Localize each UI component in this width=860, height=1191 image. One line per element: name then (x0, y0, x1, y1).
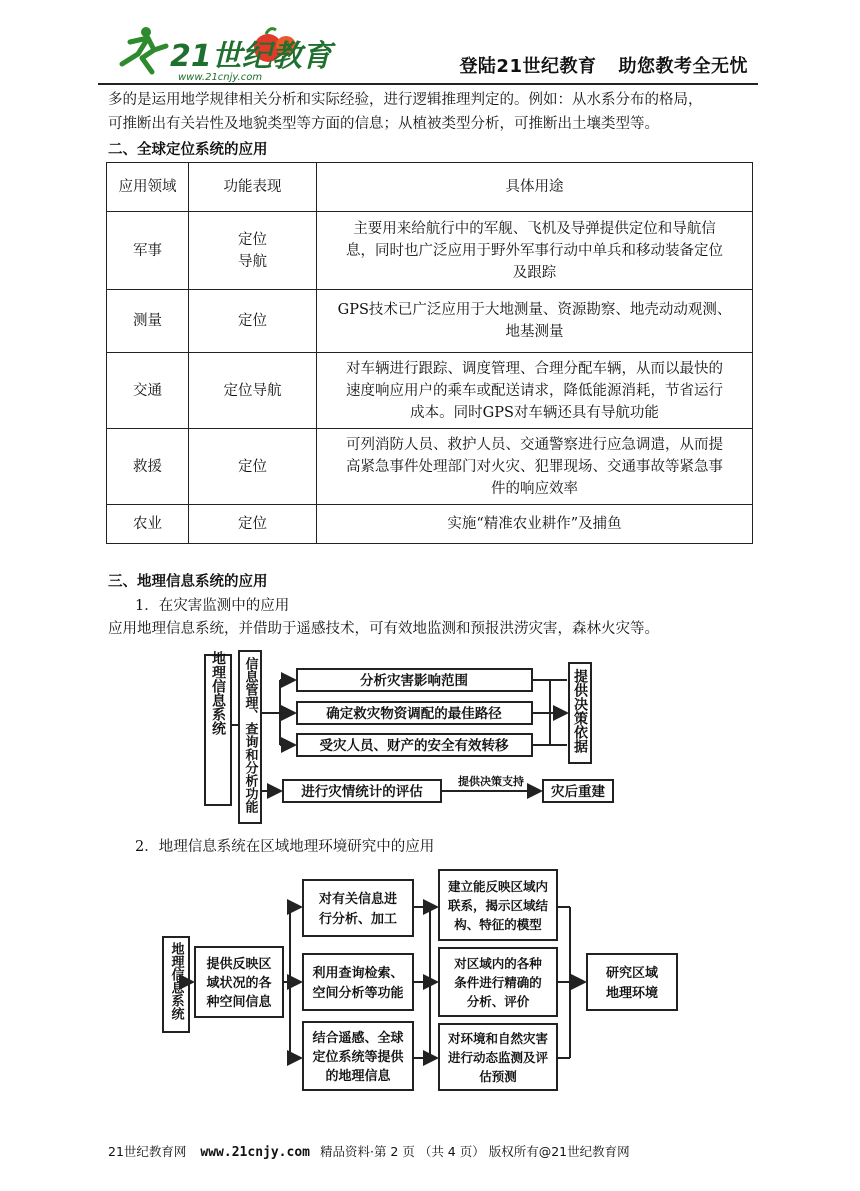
box-monitor-line: 对环境和自然灾害 (447, 1031, 549, 1046)
box-process-info-line: 行分析、加工 (318, 912, 398, 927)
box-evaluate-line: 分析、评价 (466, 994, 530, 1009)
slogan-part1: 登陆21世纪教育 (459, 56, 597, 77)
header-field: 应用领域 (107, 163, 189, 212)
field-cell: 交通 (107, 353, 189, 429)
box-transfer-text: 受灾人员、财产的安全有效转移 (319, 738, 509, 754)
function-cell: 定位 (189, 505, 317, 544)
header-slogan (459, 52, 748, 78)
footer-web-link[interactable]: www.21cnjy.com (200, 1145, 310, 1160)
field-cell: 救援 (107, 429, 189, 505)
usage-line: 息，同时也广泛应用于野外军事行动中单兵和移动装备定位 (346, 242, 723, 259)
box-process-info-line: 对有关信息进 (318, 892, 398, 907)
box-spatial-info-line: 提供反映区 (206, 957, 272, 972)
logo-text: 21世纪教育 (170, 39, 332, 74)
subsection-1-title: 1．在灾害监测中的应用 (135, 598, 290, 614)
box-research-region (587, 954, 677, 1010)
regional-research-diagram (155, 862, 690, 1102)
box-monitor-line: 进行动态监测及评 (447, 1050, 549, 1065)
box-rs-gps-line: 的地理信息 (325, 1069, 391, 1084)
intro-line-2: 可推断出有关岩性及地貌类型等方面的信息；从植被类型分析，可推断出土壤类型等。 (108, 116, 659, 132)
gps-application-table (106, 162, 753, 544)
usage-line: 件的响应效率 (491, 480, 578, 497)
table-header-row (107, 163, 753, 212)
usage-cell (317, 429, 753, 505)
gis-label: 地理信息系统 (210, 651, 226, 735)
box-evaluate-line: 对区域内的各种 (454, 956, 542, 971)
box-rebuild-text: 灾后重建 (551, 784, 605, 800)
usage-cell (317, 212, 753, 290)
function-cell: 定位 (189, 290, 317, 353)
table-row (107, 353, 753, 429)
function-cell (189, 212, 317, 290)
box-model-line: 建立能反映区域内 (447, 879, 549, 894)
box-research-region-line: 地理环境 (605, 986, 659, 1001)
function-cell: 定位导航 (189, 353, 317, 429)
box-query-analysis-line: 空间分析等功能 (312, 986, 404, 1001)
box-best-route-text: 确定救灾物资调配的最佳路径 (326, 706, 502, 722)
header-usage: 具体用途 (317, 163, 753, 212)
function-line: 导航 (238, 253, 267, 270)
field-cell: 农业 (107, 505, 189, 544)
usage-line: 对车辆进行跟踪、调度管理、合理分配车辆，从而以最快的 (346, 360, 723, 377)
usage-line: 主要用来给航行中的军舰、飞机及导弹提供定位和导航信 (353, 220, 716, 237)
box-process-info (303, 880, 413, 936)
gis-label: 地理信息系统 (168, 942, 184, 1020)
function-line: 定位 (238, 231, 267, 248)
section-2-title: 二、全球定位系统的应用 (108, 142, 268, 158)
usage-line: 地基测量 (505, 324, 564, 340)
arrow-label: 提供决策支持 (458, 775, 524, 788)
slogan-part2: 助您教考全无忧 (618, 56, 748, 77)
intro-line-1: 多的是运用地学规律相关分析和实际经验，进行逻辑推理判定的。例如：从水系分布的格局， (108, 92, 703, 108)
box-research-region-line: 研究区域 (605, 966, 659, 981)
footer-copyright: 精品资料·第 2 页 （共 4 页） 版权所有@21世纪教育网 (319, 1144, 630, 1159)
box-rs-gps-line: 结合遥感、全球 (312, 1031, 404, 1046)
box-analyze-impact-text: 分析灾害影响范围 (360, 673, 468, 689)
usage-line: 高紧急事件处理部门对火灾、犯罪现场、交通事故等紧急事 (346, 458, 723, 475)
table-row (107, 505, 753, 544)
usage-cell (317, 353, 753, 429)
box-evaluation-text: 进行灾情统计的评估 (301, 784, 423, 800)
logo (108, 24, 332, 84)
header-rule (98, 83, 758, 85)
box-query-analysis (303, 954, 413, 1010)
subsection-1-text: 应用地理信息系统，并借助于遥感技术，可有效地监测和预报洪涝灾害，森林火灾等。 (108, 621, 659, 637)
page-header (98, 18, 758, 84)
box-evaluate-line: 条件进行精确的 (454, 975, 542, 990)
subsection-2-title: 2．地理信息系统在区域地理环境研究中的应用 (135, 839, 435, 855)
usage-line: 可列消防人员、救护人员、交通警察进行应急调遣，从而提 (346, 436, 723, 453)
usage-line: 速度响应用户的乘车或配送请求，降低能源消耗，节省运行 (346, 382, 723, 399)
usage-line: 及跟踪 (512, 264, 557, 281)
runner-icon (122, 27, 166, 72)
usage-line: GPS技术已广泛应用于大地测量、资源勘察、地壳动动观测、 (337, 302, 732, 318)
box-monitor-line: 估预测 (479, 1069, 517, 1084)
decision-basis-label: 提供决策依据 (572, 669, 588, 753)
field-cell: 军事 (107, 212, 189, 290)
disaster-monitoring-diagram (195, 645, 625, 830)
usage-line: 成本。同时GPS对车辆还具有导航功能 (410, 404, 659, 421)
section-3-title: 三、地理信息系统的应用 (108, 574, 268, 590)
box-model-line: 联系，揭示区域结 (447, 898, 549, 913)
box-query-analysis-line: 利用查询检索、 (312, 966, 404, 981)
usage-cell (317, 290, 753, 353)
box-model-line: 构、特征的模型 (454, 917, 542, 932)
field-cell: 测量 (107, 290, 189, 353)
table-row (107, 290, 753, 353)
usage-cell: 实施“精准农业耕作”及捕鱼 (317, 505, 753, 544)
box-spatial-info-line: 域状况的各 (206, 976, 272, 991)
footer-site: 21世纪教育网 (108, 1144, 187, 1159)
header-function: 功能表现 (189, 163, 317, 212)
box-spatial-info-line: 种空间信息 (206, 995, 272, 1010)
table-row (107, 429, 753, 505)
table-row (107, 212, 753, 290)
function-label: 信息管理、查询和分析功能 (242, 657, 258, 813)
logo-url: www.21cnjy.com (178, 72, 263, 83)
page-footer (108, 1142, 748, 1160)
box-rs-gps-line: 定位系统等提供 (312, 1050, 404, 1065)
function-cell: 定位 (189, 429, 317, 505)
